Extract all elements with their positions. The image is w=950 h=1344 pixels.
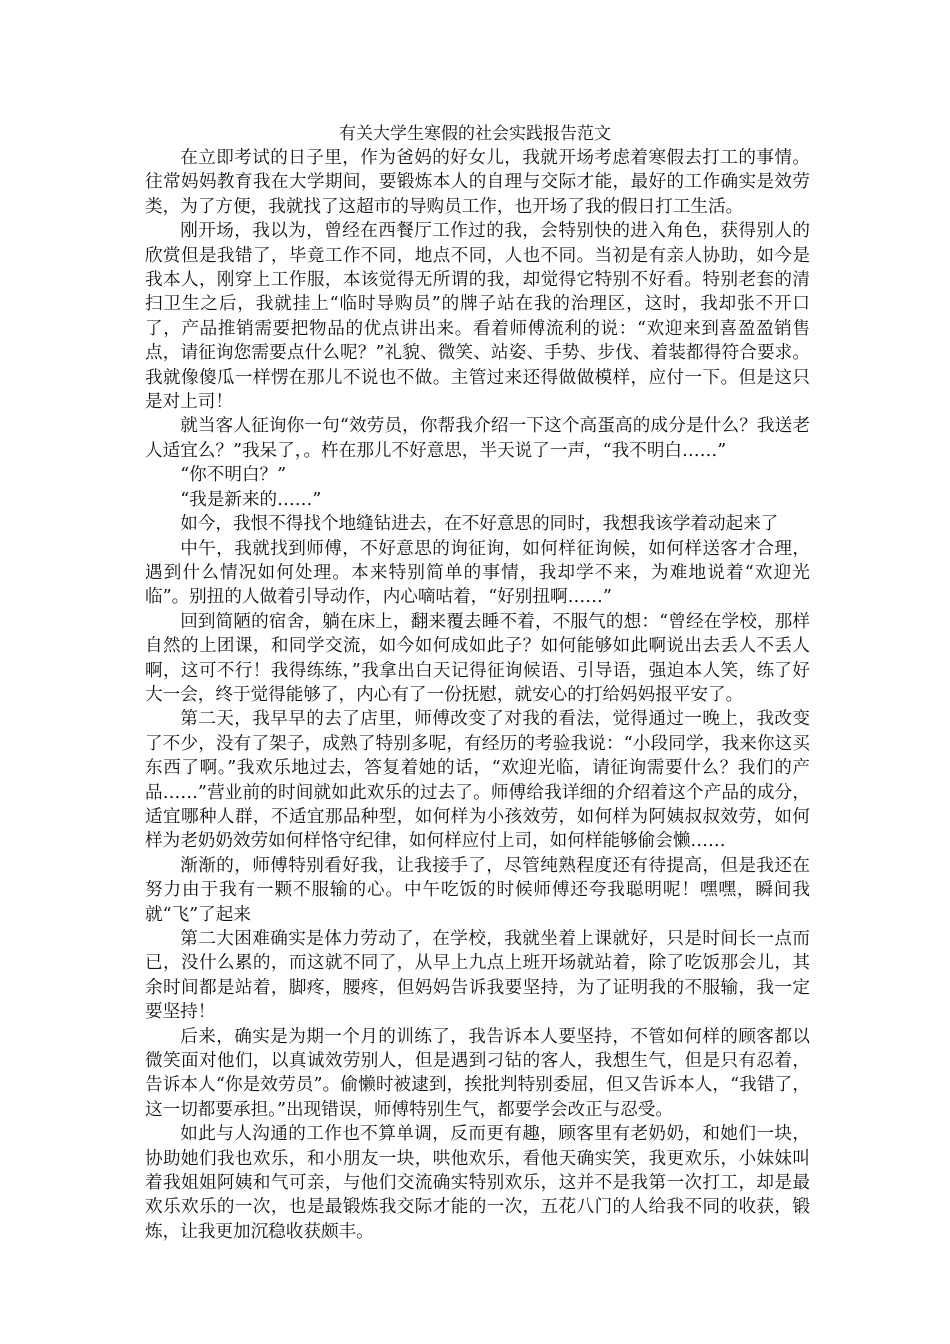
paragraph: “我是新来的……” bbox=[180, 489, 322, 510]
document-title: 有关大学生寒假的社会实践报告范文 bbox=[339, 124, 611, 144]
paragraph: 第二天，我早早的去了店里，师傅改变了对我的看法，觉得通过一晚上，我改变了不少，没有了架子，成熟了特别多呢，有经历的考验我说：“小段同学，我来你这买东西了啊。”我欢乐地过去，答复着她的话，“欢迎光临，请征询需要什么？我们的产品……”营业前的时间就如此欢乐的过去了。师傅给我详细的介绍着这个产品的成分，适宜哪种人群，不适宜那品种型，如何样为小孩效劳，如何样为阿姨叔叔效劳，如何样为老奶奶效劳如何样恪守纪律，如何样应付上司，如何样能够偷会懒…… bbox=[145, 709, 810, 852]
paragraph: 后来，确实是为期一个月的训练了，我告诉本人要坚持，不管如何样的顾客都以微笑面对他们，以真诚效劳别人，但是遇到刁钻的客人，我想生气，但是只有忍着，告诉本人“你是效劳员”。偷懒时被逮到，挨批判特别委屈，但又告诉本人，“我错了，这一切都要承担。”出现错误，师傅特别生气，都要学会改正与忍受。 bbox=[145, 1026, 810, 1120]
paragraph: 刚开场，我以为，曾经在西餐厅工作过的我，会特别快的进入角色，获得别人的欣赏但是我错了，毕竟工作不同，地点不同，人也不同。当初是有亲人协助，如今是我本人，刚穿上工作服，本该觉得无所谓的我，却觉得它特别不好看。特别老套的清扫卫生之后，我就挂上“临时导购员”的牌子站在我的治理区，这时，我却张不开口了，产品推销需要把物品的优点讲出来。看着师傅流利的说：“欢迎来到喜盈盈销售点，请征询您需要点什么呢？”礼貌、微笑、站姿、手势、步伐、着装都得符合要求。我就像傻瓜一样愣在那儿不说也不做。主管过来还得做做模样，应付一下。但是这只是对上司！ bbox=[145, 221, 810, 413]
paragraph: 回到简陋的宿舍，躺在床上，翻来覆去睡不着，不服气的想：“曾经在学校，那样自然的上团课，和同学交流，如今如何成如此子？如何能够如此啊说出去丢人不丢人啊，这可不行！我得练练，”我拿出白天记得征询候语、引导语，强迫本人笑，练了好大一会，终于觉得能够了，内心有了一份抚慰，就安心的打给妈妈报平安了。 bbox=[145, 611, 810, 705]
paragraph: 第二大困难确实是体力劳动了，在学校，我就坐着上课就好，只是时间长一点而已，没什么累的，而这就不同了，从早上九点上班开场就站着，除了吃饭那会儿，其余时间都是站着，脚疼，腰疼，但妈妈告诉我要坚持，为了证明我的不服输，我一定要坚持！ bbox=[145, 929, 810, 1023]
paragraph: 中午，我就找到师傅，不好意思的询征询，如何样征询候，如何样送客才合理，遇到什么情况如何处理。本来特别简单的事情，我却学不来，为难地说着“欢迎光临”。别扭的人做着引导动作，内心嘀咕着，“好别扭啊……” bbox=[145, 538, 810, 608]
paragraph: “你不明白？” bbox=[180, 465, 287, 486]
paragraph: 在立即考试的日子里，作为爸妈的好女儿，我就开场考虑着寒假去打工的事情。往常妈妈教育我在大学期间，要锻炼本人的自理与交际才能，最好的工作确实是效劳类，为了方便，我就找了这超市的导购员工作，也开场了我的假日打工生活。 bbox=[145, 148, 810, 217]
paragraph: 就当客人征询你一句“效劳员，你帮我介绍一下这个高蛋高的成分是什么？我送老人适宜么？”我呆了，。杵在那儿不好意思，半天说了一声，“我不明白……” bbox=[145, 416, 810, 461]
paragraph: 如今，我恨不得找个地缝钻进去，在不好意思的同时，我想我该学着动起来了 bbox=[180, 514, 779, 535]
document-body bbox=[145, 146, 810, 1244]
paragraph: 渐渐的，师傅特别看好我，让我接手了，尽管纯熟程度还有待提高，但是我还在努力由于我有一颗不服输的心。中午吃饭的时候师傅还夸我聪明呢！嘿嘿，瞬间我就“飞”了起来 bbox=[145, 855, 810, 925]
paragraph: 如此与人沟通的工作也不算单调，反而更有趣，顾客里有老奶奶，和她们一块，协助她们我也欢乐，和小朋友一块，哄他欢乐，看他天确实笑，我更欢乐，小妹妹叫着我姐姐阿姨和气可亲，与他们交流确实特别欢乐，这并不是我第一次打工，却是最欢乐欢乐的一次，也是最锻炼我交际才能的一次，五花八门的人给我不同的收获，锻炼，让我更加沉稳收获颇丰。 bbox=[145, 1124, 810, 1242]
